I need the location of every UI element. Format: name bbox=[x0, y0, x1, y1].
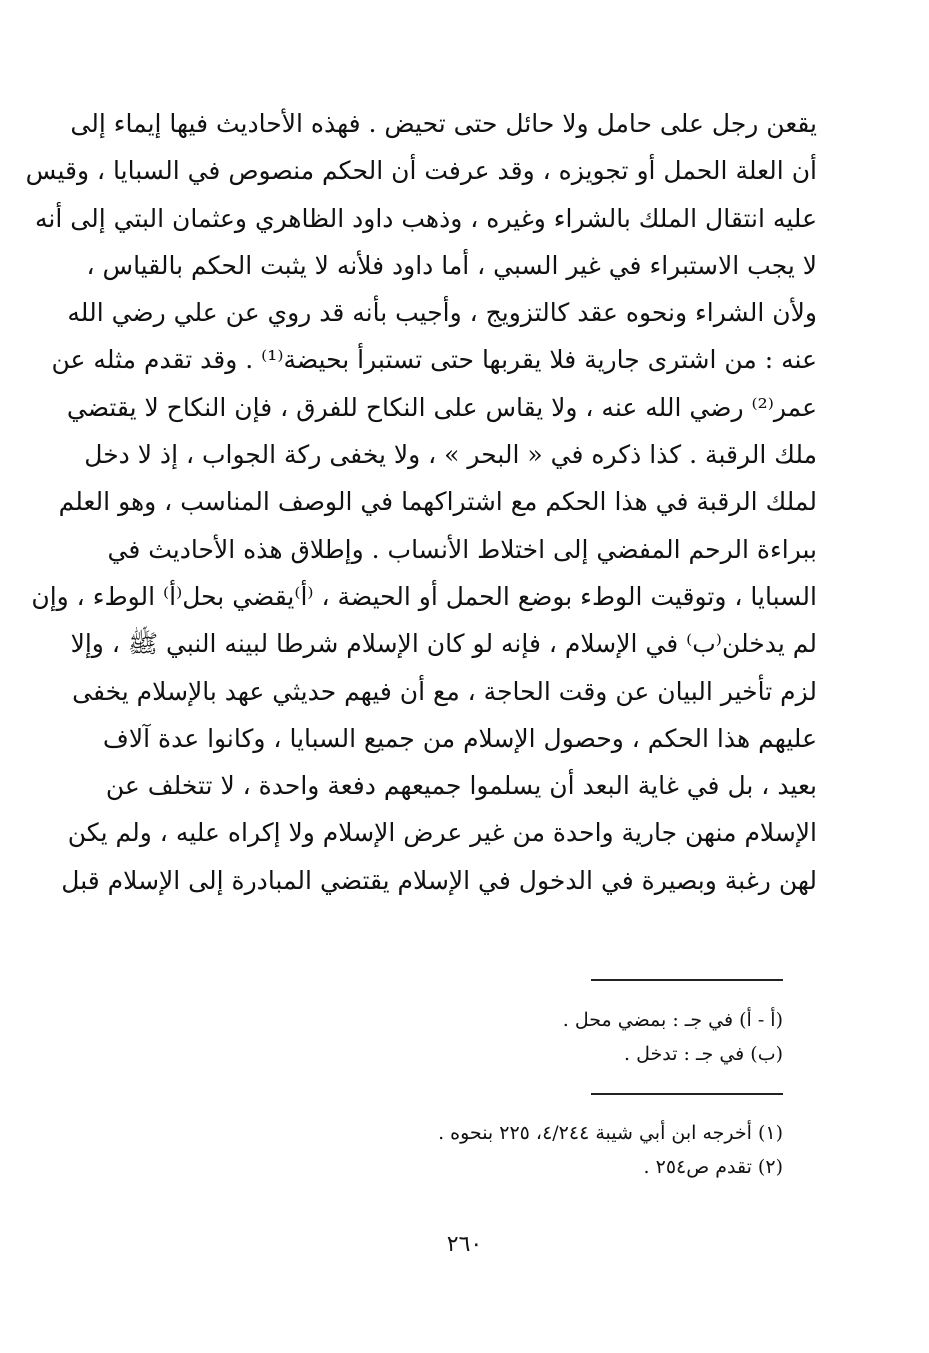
text-line: السبايا ، وتوقيت الوطء بوضع الحمل أو الحيضة ، ⁽أ⁾يقضي بحل⁽أ⁾ الوطء ، وإن bbox=[31, 581, 817, 611]
text-line: ملك الرقبة . كذا ذكره في « البحر » ، ولا يخفى ركة الجواب ، إذ لا دخل bbox=[84, 440, 817, 470]
page-number: ٢٦٠ bbox=[446, 1232, 483, 1257]
text-line: الإسلام منهن جارية واحدة من غير عرض الإسلام ولا إكراه عليه ، ولم يكن bbox=[67, 818, 817, 848]
text-line: لا يجب الاستبراء في غير السبي ، أما داود فلأنه لا يثبت الحكم بالقياس ، bbox=[86, 250, 817, 280]
source-footnotes bbox=[123, 1116, 783, 1184]
variant-note: (ب) في جـ : تدخل . bbox=[624, 1043, 783, 1065]
source-note: (١) أخرجه ابن أبي شيبة ٤/٢٤٤، ٢٢٥ بنحوه . bbox=[438, 1122, 783, 1144]
footnote-divider-sources bbox=[591, 1093, 783, 1095]
text-line: لم يدخلن⁽ب⁾ في الإسلام ، فإنه لو كان الإسلام شرطا لبينه النبي ﷺ ، وإلا bbox=[70, 629, 817, 659]
text-line: عليهم هذا الحكم ، وحصول الإسلام من جميع السبايا ، وكانوا عدة آلاف bbox=[102, 723, 817, 753]
text-line: عليه انتقال الملك بالشراء وغيره ، وذهب داود الظاهري وعثمان البتي إلى أنه bbox=[35, 203, 817, 233]
main-text-body bbox=[25, 100, 817, 904]
text-line: يقعن رجل على حامل ولا حائل حتى تحيض . فهذه الأحاديث فيها إيماء إلى bbox=[70, 109, 817, 138]
text-line: أن العلة الحمل أو تجويزه ، وقد عرفت أن الحكم منصوص في السبايا ، وقيس bbox=[25, 156, 817, 186]
footnote-divider-variants bbox=[591, 979, 783, 981]
text-line: لزم تأخير البيان عن وقت الحاجة ، مع أن فيهم حديثي عهد بالإسلام يخفى bbox=[72, 676, 817, 706]
source-note: (٢) تقدم ص٢٥٤ . bbox=[643, 1156, 783, 1178]
variant-footnotes bbox=[123, 1003, 783, 1071]
text-line: لملك الرقبة في هذا الحكم مع اشتراكهما في الوصف المناسب ، وهو العلم bbox=[58, 487, 817, 517]
text-line: ببراءة الرحم المفضي إلى اختلاط الأنساب . وإطلاق هذه الأحاديث في bbox=[107, 534, 817, 564]
text-line: عنه : من اشترى جارية فلا يقربها حتى تستبرأ بحيضة⁽¹⁾ . وقد تقدم مثله عن bbox=[51, 345, 817, 375]
text-line: ولأن الشراء ونحوه عقد كالتزويج ، وأجيب بأنه قد روي عن علي رضي الله bbox=[67, 298, 817, 328]
text-line: لهن رغبة وبصيرة في الدخول في الإسلام يقتضي المبادرة إلى الإسلام قبل bbox=[61, 865, 817, 895]
variant-note: (أ - أ) في جـ : بمضي محل . bbox=[562, 1009, 783, 1031]
text-line: بعيد ، بل في غاية البعد أن يسلموا جميعهم دفعة واحدة ، لا تتخلف عن bbox=[105, 771, 817, 801]
text-line: عمر⁽²⁾ رضي الله عنه ، ولا يقاس على النكاح للفرق ، فإن النكاح لا يقتضي bbox=[66, 392, 817, 422]
